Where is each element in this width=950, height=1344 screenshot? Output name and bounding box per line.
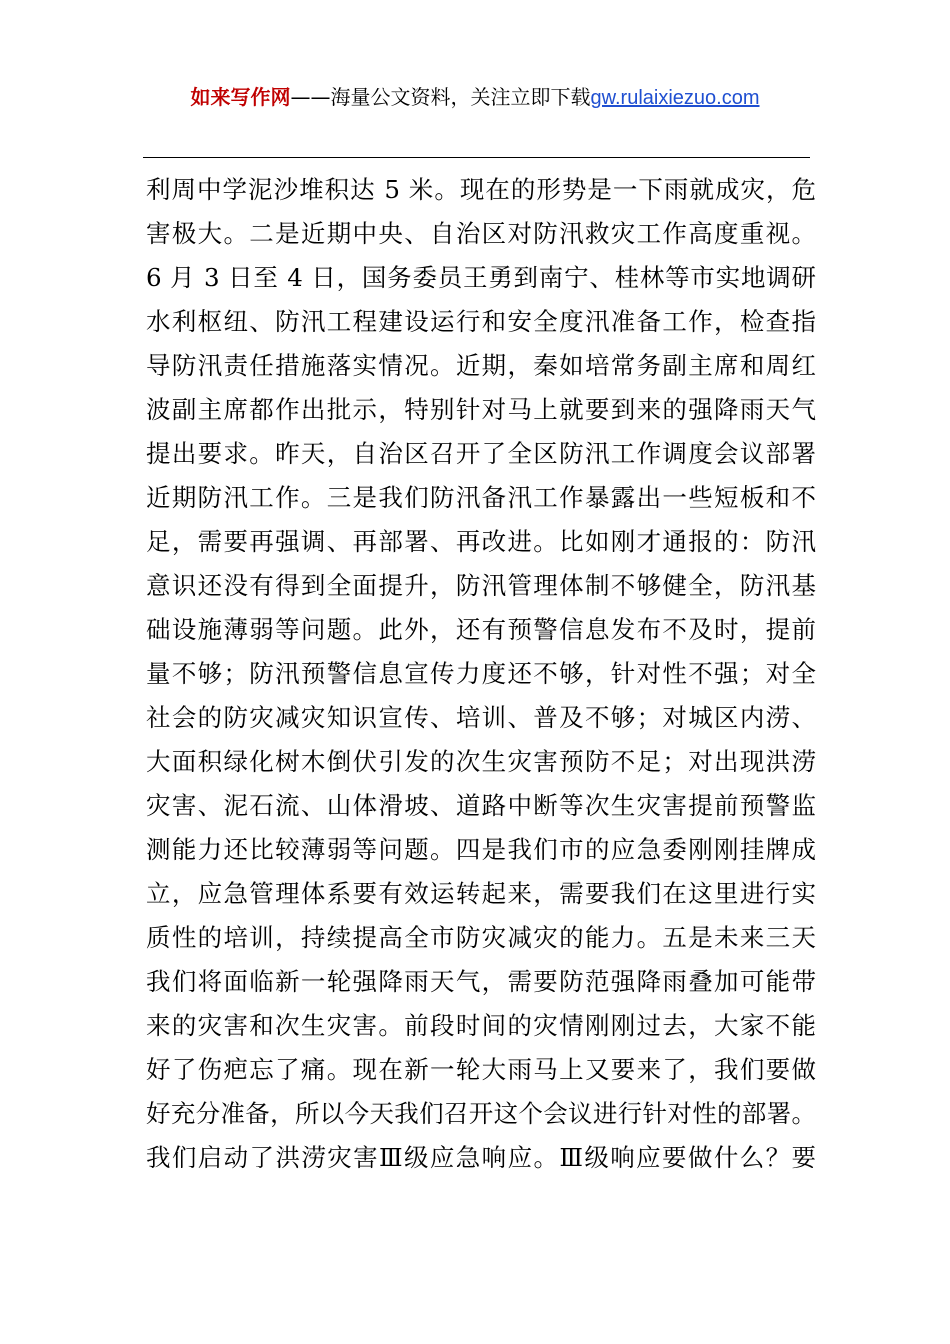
text-line: 近期防汛工作。三是我们防汛备汛工作暴露出一些短板和不 (146, 483, 816, 512)
site-link[interactable]: gw.rulaixiezuo.com (590, 87, 760, 109)
text-line: 灾害、泥石流、山体滑坡、道路中断等次生灾害提前预警监 (146, 791, 816, 820)
text-line: 量不够；防汛预警信息宣传力度还不够，针对性不强；对全 (146, 659, 816, 688)
text-line: 来的灾害和次生灾害。前段时间的灾情刚刚过去，大家不能 (146, 1011, 816, 1040)
brand-name: 如来写作网 (190, 85, 291, 109)
page-header (0, 82, 950, 113)
text-line: 我们将面临新一轮强降雨天气，需要防范强降雨叠加可能带 (146, 967, 816, 996)
text-line: 立，应急管理体系要有效运转起来，需要我们在这里进行实 (146, 879, 816, 908)
text-line: 社会的防灾减灾知识宣传、培训、普及不够；对城区内涝、 (146, 703, 816, 732)
text-line: 大面积绿化树木倒伏引发的次生灾害预防不足；对出现洪涝 (146, 747, 816, 776)
text-line: 我们启动了洪涝灾害Ⅲ级应急响应。Ⅲ级响应要做什么？要 (146, 1143, 816, 1172)
text-line: 提出要求。昨天，自治区召开了全区防汛工作调度会议部署 (146, 439, 816, 468)
text-line: 6 月 3 日至 4 日，国务委员王勇到南宁、桂林等市实地调研 (146, 263, 816, 292)
document-body (146, 168, 816, 1180)
text-line: 好了伤疤忘了痛。现在新一轮大雨马上又要来了，我们要做 (146, 1055, 816, 1084)
text-line: 足，需要再强调、再部署、再改进。比如刚才通报的：防汛 (146, 527, 816, 556)
text-line: 好充分准备，所以今天我们召开这个会议进行针对性的部署。 (146, 1099, 816, 1128)
text-line: 导防汛责任措施落实情况。近期，秦如培常务副主席和周红 (146, 351, 816, 380)
text-line: 利周中学泥沙堆积达 5 米。现在的形势是一下雨就成灾，危 (146, 175, 816, 204)
header-tagline: ——海量公文资料，关注立即下载 (290, 85, 591, 109)
text-line: 质性的培训，持续提高全市防灾减灾的能力。五是未来三天 (146, 923, 816, 952)
text-line: 害极大。二是近期中央、自治区对防汛救灾工作高度重视。 (146, 219, 816, 248)
text-line: 波副主席都作出批示，特别针对马上就要到来的强降雨天气 (146, 395, 816, 424)
header-divider (143, 157, 810, 158)
text-line: 意识还没有得到全面提升，防汛管理体制不够健全，防汛基 (146, 571, 816, 600)
text-line: 础设施薄弱等问题。此外，还有预警信息发布不及时，提前 (146, 615, 816, 644)
text-line: 测能力还比较薄弱等问题。四是我们市的应急委刚刚挂牌成 (146, 835, 816, 864)
text-line: 水利枢纽、防汛工程建设运行和安全度汛准备工作，检查指 (146, 307, 816, 336)
